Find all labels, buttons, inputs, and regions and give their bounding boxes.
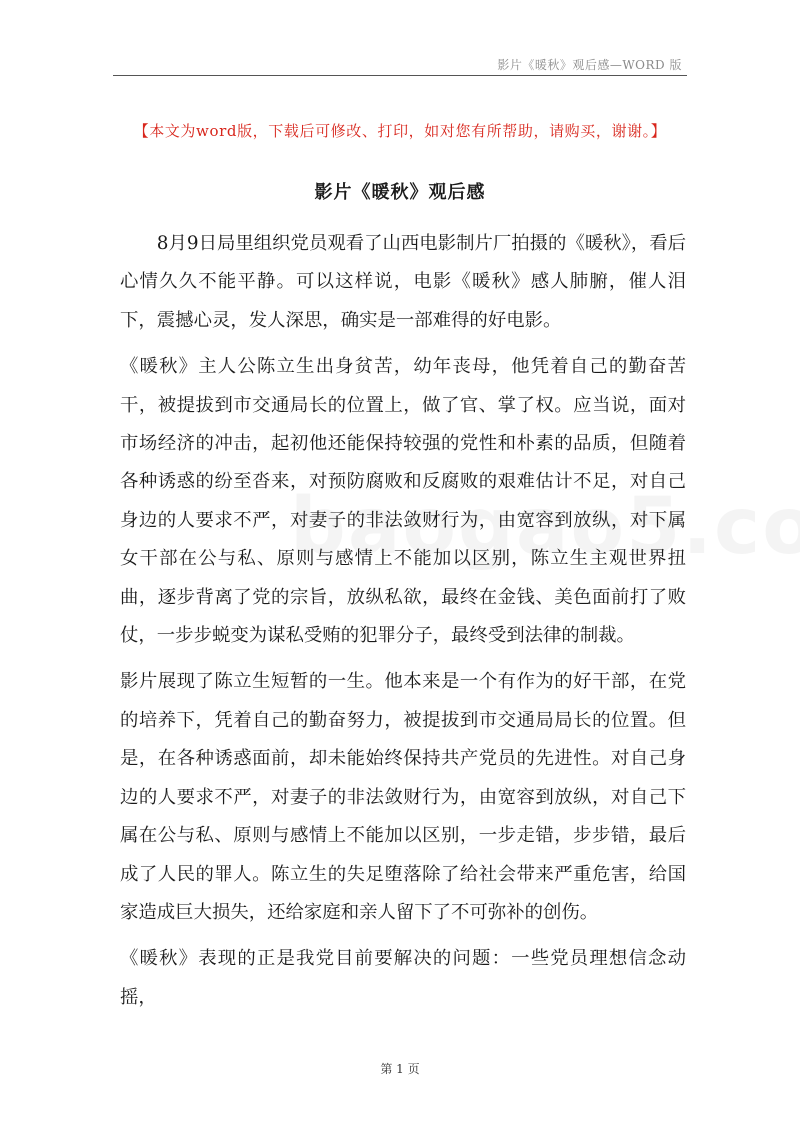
download-notice: 【本文为word版，下载后可修改、打印，如对您有所帮助，请购买，谢谢。】 xyxy=(133,122,667,140)
paragraph-3: 影片展现了陈立生短暂的一生。他本来是一个有作为的好干部，在党的培养下，凭着自己的勤奋努力，被提拔到市交通局局长的位置。但是，在各种诱惑面前，却未能始终保持共产党员的先进性。对自己身边的人要求不严，对妻子的非法敛财行为，由宽容到放纵，对自己下属在公与私、原则与感情上不能加以区别，一步走错，步步错，最后成了人民的罪人。陈立生的失足堕落除了给社会带来严重危害，给国家造成巨大损失，还给家庭和亲人留下了不可弥补的创伤。 xyxy=(120,671,686,923)
paragraph-1: 8月9日局里组织党员观看了山西电影制片厂拍摄的《暖秋》，看后心情久久不能平静。可以这样说，电影《暖秋》感人肺腑，催人泪下，震撼心灵，发人深思，确实是一部难得的好电影。 xyxy=(120,233,686,331)
running-header: 影片《暖秋》观后感—WORD 版 xyxy=(497,58,682,72)
page-number: 第 1 页 xyxy=(380,1062,420,1076)
document-body xyxy=(120,225,686,1025)
paragraph-2: 《暖秋》主人公陈立生出身贫苦，幼年丧母，他凭着自己的勤奋苦干，被提拔到市交通局长的位置上，做了官、掌了权。应当说，面对市场经济的冲击，起初他还能保持较强的党性和朴素的品质，但随着各种诱惑的纷至沓来，对预防腐败和反腐败的艰难估计不足，对自己身边的人要求不严，对妻子的非法敛财行为，由宽容到放纵，对下属女干部在公与私、原则与感情上不能加以区别，陈立生主观世界扭曲，逐步背离了党的宗旨，放纵私欲，最终在金钱、美色面前打了败仗，一步步蜕变为谋私受贿的犯罪分子，最终受到法律的制裁。 xyxy=(120,356,686,647)
paragraph-4: 《暖秋》表现的正是我党目前要解决的问题：一些党员理想信念动摇， xyxy=(120,948,686,1008)
document-title: 影片《暖秋》观后感 xyxy=(314,182,486,203)
header-divider xyxy=(113,75,687,76)
